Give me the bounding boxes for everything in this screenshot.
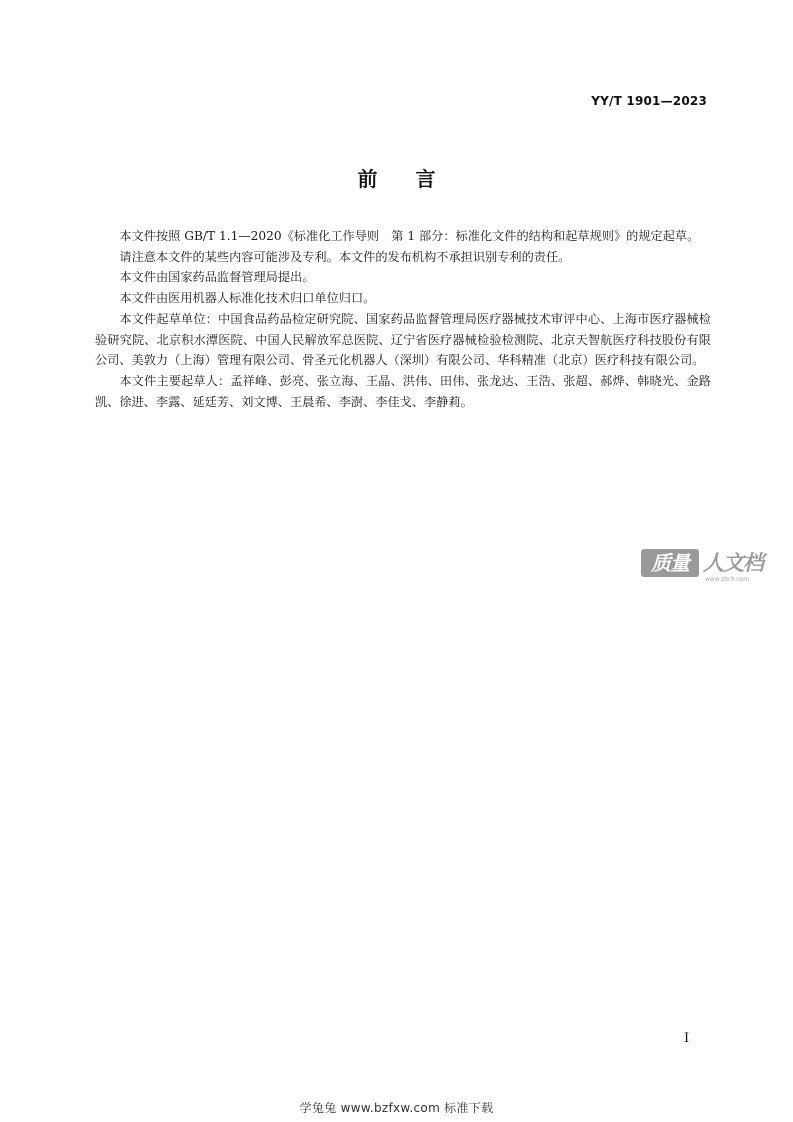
paragraph-drafters: 本文件主要起草人：孟祥峰、彭亮、张立海、王晶、洪伟、田伟、张龙达、王浩、张超、郝烨、韩晓光、金路凯、徐进、李露、延廷芳、刘文博、王晨希、李澍、李佳戈、李静莉。 [95, 373, 711, 409]
paragraph-drafting-rules: 本文件按照 GB/T 1.1—2020《标准化工作导则 第 1 部分：标准化文件的结构和起草规则》的规定起草。 [119, 229, 700, 243]
page-number: I [684, 1031, 690, 1046]
footer-text: 学兔兔 www.bzfxw.com 标准下载 [299, 1101, 494, 1115]
paragraph-drafting-units: 本文件起草单位：中国食品药品检定研究院、国家药品监督管理局医疗器械技术审评中心、上海市医疗器械检验研究院、北京积水潭医院、中国人民解放军总医院、辽宁省医疗器械检验检测院、北京天智航医疗科技股份有限公司、美敦力（上海）管理有限公司、骨圣元化机器人（深圳）有限公司、华科精准（北京）医疗科技有限公司。 [95, 311, 711, 368]
paragraph-proposer: 本文件由国家药品监督管理局提出。 [119, 270, 315, 285]
watermark-logo [641, 549, 783, 587]
standard-code: YY/T 1901—2023 [591, 94, 707, 108]
foreword-body [95, 226, 711, 412]
page-title-char-2: 言 [415, 167, 436, 191]
watermark-text: 人文档 [703, 551, 763, 575]
watermark-url: www.zbr9.com [705, 576, 750, 583]
paragraph-centralizer: 本文件由医用机器人标准化技术归口单位归口。 [119, 291, 376, 306]
paragraph-patent-notice: 请注意本文件的某些内容可能涉及专利。本文件的发布机构不承担识别专利的责任。 [119, 249, 571, 264]
page-title-char-1: 前 [357, 167, 378, 191]
page-title [0, 163, 793, 192]
watermark-box: 质量 [641, 549, 699, 577]
